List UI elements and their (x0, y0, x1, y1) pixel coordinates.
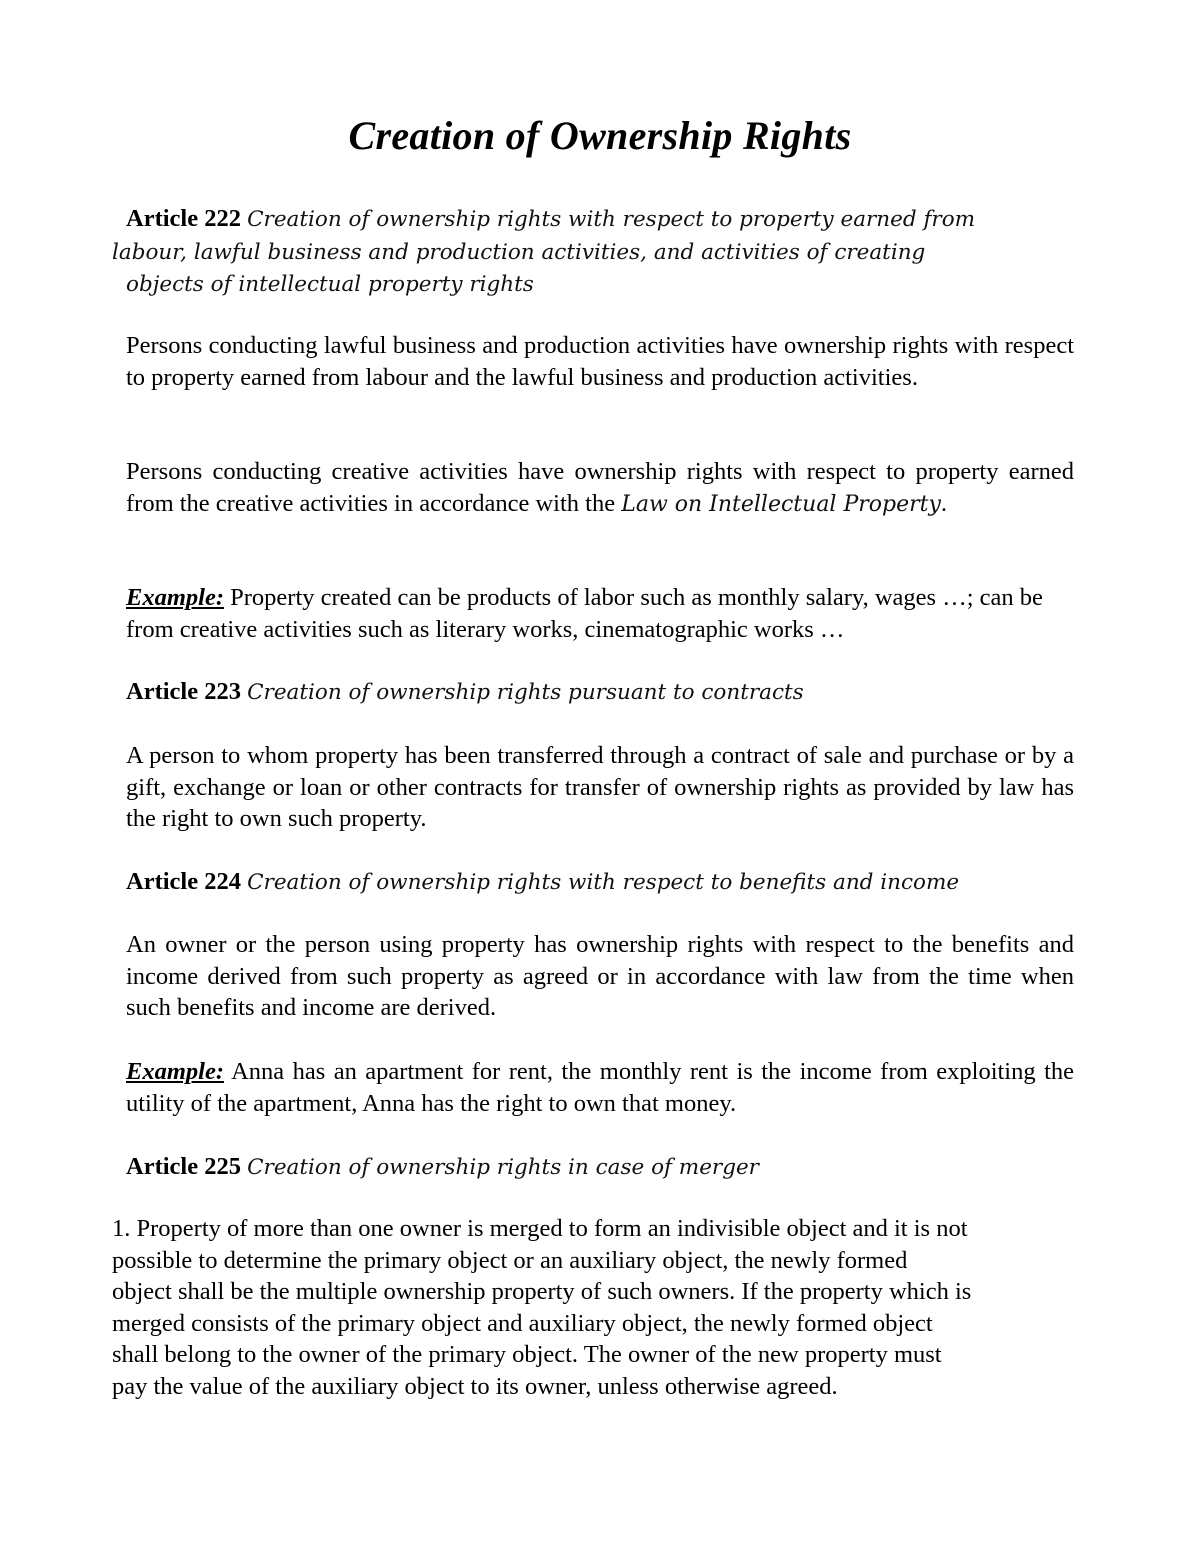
article-224-title: Creation of ownership rights with respect to benefits and income (247, 870, 960, 895)
article-225-title: Creation of ownership rights in case of merger (247, 1155, 759, 1180)
article-223-paragraph-1: A person to whom property has been transferred through a contract of sale and purchase or by a gift, exchange or loan or other contracts for transfer of ownership rights as provided by law has the right to own such property. (126, 742, 1074, 832)
article-225-line: merged consists of the primary object and auxiliary object, the newly formed object (112, 1309, 933, 1337)
article-222-label: Article 222 (126, 205, 241, 232)
article-225-line: possible to determine the primary object or an auxiliary object, the newly formed (112, 1246, 908, 1274)
article-222-title-line2: labour, lawful business and production activities, and activities of creating (112, 239, 926, 265)
article-224-example (126, 1056, 1074, 1119)
example-label: Example: (126, 584, 224, 611)
article-225-label: Article 225 (126, 1153, 241, 1180)
article-222-paragraph-2 (126, 456, 1074, 520)
article-222-heading-line2 (112, 236, 1072, 269)
article-225-paragraph-1 (112, 1213, 1087, 1402)
article-224-label: Article 224 (126, 868, 241, 895)
article-225-line: object shall be the multiple ownership property of such owners. If the property which is (112, 1278, 972, 1305)
article-222-heading (112, 203, 1072, 301)
article-225-line: shall belong to the owner of the primary object. The owner of the new property must (112, 1341, 942, 1368)
article-222-paragraph-2-end: . (940, 489, 948, 517)
article-225-heading (126, 1151, 1086, 1184)
article-222-heading-line1 (112, 203, 1072, 236)
example-text: Property created can be products of labor such as monthly salary, wages …; can be from creative activities such as literary works, cinematographic works … (126, 584, 1043, 643)
article-222-title-line3: objects of intellectual property rights (126, 272, 534, 297)
article-223-heading (126, 676, 1086, 709)
article-222-heading-line3 (112, 268, 1072, 301)
document-title: Creation of Ownership Rights (348, 113, 852, 158)
law-reference: Law on Intellectual Property (621, 491, 941, 517)
example-text: Anna has an apartment for rent, the monthly rent is the income from exploiting the utility of the apartment, Anna has the right to own that money. (126, 1058, 1074, 1117)
article-222-paragraph-2-text: Persons conducting creative activities have ownership rights with respect to property earned from the creative activities in accordance with the (126, 458, 1074, 517)
article-223-title: Creation of ownership rights pursuant to contracts (247, 680, 804, 705)
article-223-label: Article 223 (126, 678, 241, 705)
article-222-title-line1: Creation of ownership rights with respect to property earned from (247, 207, 976, 232)
article-222-example (126, 582, 1086, 645)
article-225-line: 1. Property of more than one owner is merged to form an indivisible object and it is not (112, 1215, 968, 1242)
example-label: Example: (126, 1058, 224, 1085)
article-222-paragraph-1: Persons conducting lawful business and production activities have ownership rights with respect to property earned from labour and the lawful business and production activities. (126, 332, 1074, 391)
article-225-line: pay the value of the auxiliary object to its owner, unless otherwise agreed. (112, 1372, 838, 1400)
article-224-paragraph-1: An owner or the person using property has ownership rights with respect to the benefits and income derived from such property as agreed or in accordance with law from the time when such benefits and income are derived. (126, 931, 1074, 1021)
article-224-heading (126, 866, 1086, 899)
